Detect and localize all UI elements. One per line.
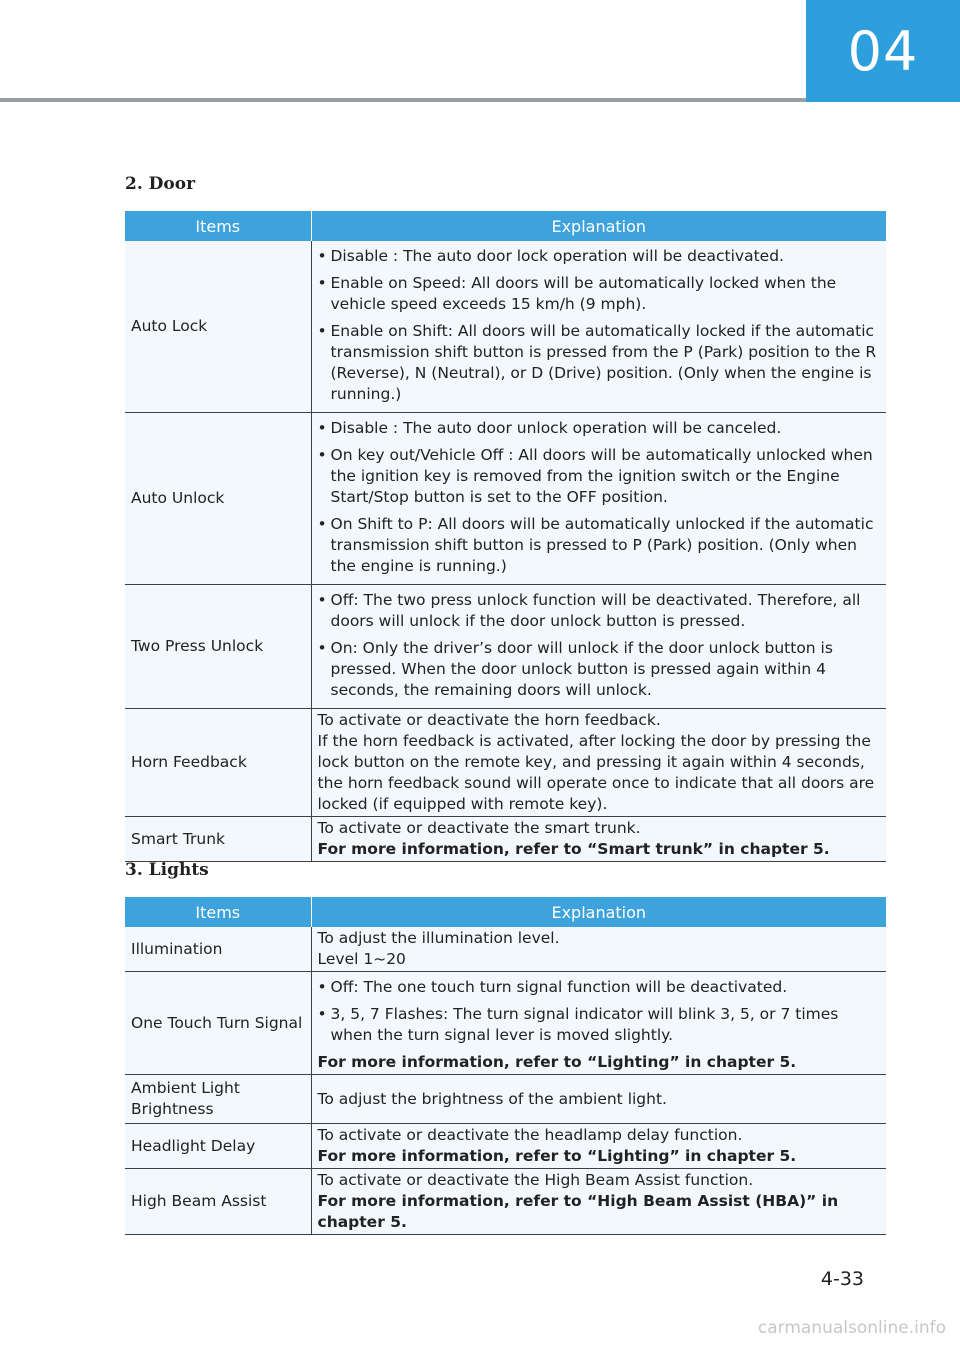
bullet-item: • Off: The one touch turn signal function will be deactivated. [317, 978, 788, 996]
item-cell: Smart Trunk [125, 817, 311, 862]
explanation-text: To activate or deactivate the High Beam Assist function. [317, 1171, 754, 1189]
reference-note: For more information, refer to “High Beam Assist (HBA)” in chapter 5. [317, 1192, 839, 1231]
lights-section-title: 3. Lights [125, 860, 209, 880]
table-row-smart-trunk [125, 817, 886, 862]
table-row-horn-feedback [125, 709, 886, 817]
door-section-title: 2. Door [125, 174, 196, 194]
reference-note: For more information, refer to “Lighting” in chapter 5. [317, 1147, 797, 1165]
chapter-tab: 04 [806, 0, 960, 102]
column-header-explanation: Explanation [311, 897, 886, 927]
explanation-text: To adjust the illumination level. [317, 929, 560, 947]
explanation-cell [311, 241, 886, 413]
table-row-auto-lock [125, 241, 886, 413]
bullet-item: • Disable : The auto door lock operation will be deactivated. [317, 247, 784, 265]
explanation-cell [311, 1075, 886, 1124]
bullet-item: • On key out/Vehicle Off : All doors will be automatically unlocked when the ignition key is removed from the ignition switch or the Engine Start/Stop button is set to the OFF position. [317, 446, 873, 506]
table-row-headlight-delay [125, 1124, 886, 1169]
item-cell: Auto Unlock [125, 413, 311, 585]
lights-settings-table [125, 897, 886, 1235]
item-cell: Ambient Light Brightness [125, 1075, 311, 1124]
explanation-cell [311, 709, 886, 817]
item-cell: High Beam Assist [125, 1169, 311, 1235]
table-row-high-beam-assist [125, 1169, 886, 1235]
explanation-text: To activate or deactivate the headlamp delay function. [317, 1126, 743, 1144]
bullet-item: • Off: The two press unlock function will be deactivated. Therefore, all doors will unlock if the door unlock button is pressed. [317, 591, 861, 630]
table-row-ambient-light-brightness [125, 1075, 886, 1124]
explanation-cell [311, 817, 886, 862]
bullet-item: • 3, 5, 7 Flashes: The turn signal indicator will blink 3, 5, or 7 times when the turn signal lever is moved slightly. [317, 1005, 839, 1044]
explanation-cell [311, 927, 886, 972]
column-header-explanation: Explanation [311, 211, 886, 241]
explanation-cell [311, 585, 886, 709]
watermark: carmanualsonline.info [757, 1318, 946, 1338]
table-row-auto-unlock [125, 413, 886, 585]
item-cell: Auto Lock [125, 241, 311, 413]
bullet-item: • Disable : The auto door unlock operation will be canceled. [317, 419, 782, 437]
reference-note: For more information, refer to “Lighting” in chapter 5. [317, 1053, 797, 1071]
item-cell: Headlight Delay [125, 1124, 311, 1169]
explanation-text: To adjust the brightness of the ambient light. [317, 1089, 667, 1108]
bullet-item: • Enable on Speed: All doors will be automatically locked when the vehicle speed exceeds 15 km/h (9 mph). [317, 274, 837, 313]
header-rule [0, 98, 806, 102]
reference-note: For more information, refer to “Smart trunk” in chapter 5. [317, 840, 830, 858]
page-number: 4-33 [820, 1268, 864, 1290]
item-cell: Illumination [125, 927, 311, 972]
item-cell: One Touch Turn Signal [125, 972, 311, 1075]
table-row-two-press-unlock [125, 585, 886, 709]
table-row-illumination [125, 927, 886, 972]
explanation-cell [311, 972, 886, 1075]
explanation-cell [311, 1124, 886, 1169]
bullet-item: • On Shift to P: All doors will be automatically unlocked if the automatic transmission shift button is pressed to P (Park) position. (Only when the engine is running.) [317, 515, 874, 575]
item-cell: Two Press Unlock [125, 585, 311, 709]
table-row-one-touch-turn-signal [125, 972, 886, 1075]
bullet-item: • Enable on Shift: All doors will be automatically locked if the automatic transmission shift button is pressed from the P (Park) position to the R (Reverse), N (Neutral), or D (Drive) position. (Only when the engine is running.) [317, 322, 877, 403]
explanation-text: Level 1~20 [317, 950, 406, 968]
column-header-items: Items [125, 211, 311, 241]
explanation-text: To activate or deactivate the horn feedback. [317, 711, 661, 729]
door-settings-table [125, 211, 886, 862]
explanation-cell [311, 413, 886, 585]
item-cell: Horn Feedback [125, 709, 311, 817]
explanation-text: If the horn feedback is activated, after locking the door by pressing the lock button on the remote key, and pressing it again within 4 seconds, the horn feedback sound will operate once to indicate that all doors are locked (if equipped with remote key). [317, 732, 875, 813]
explanation-cell [311, 1169, 886, 1235]
bullet-item: • On: Only the driver’s door will unlock if the door unlock button is pressed. When the door unlock button is pressed again within 4 seconds, the remaining doors will unlock. [317, 639, 833, 699]
column-header-items: Items [125, 897, 311, 927]
explanation-text: To activate or deactivate the smart trunk. [317, 819, 641, 837]
